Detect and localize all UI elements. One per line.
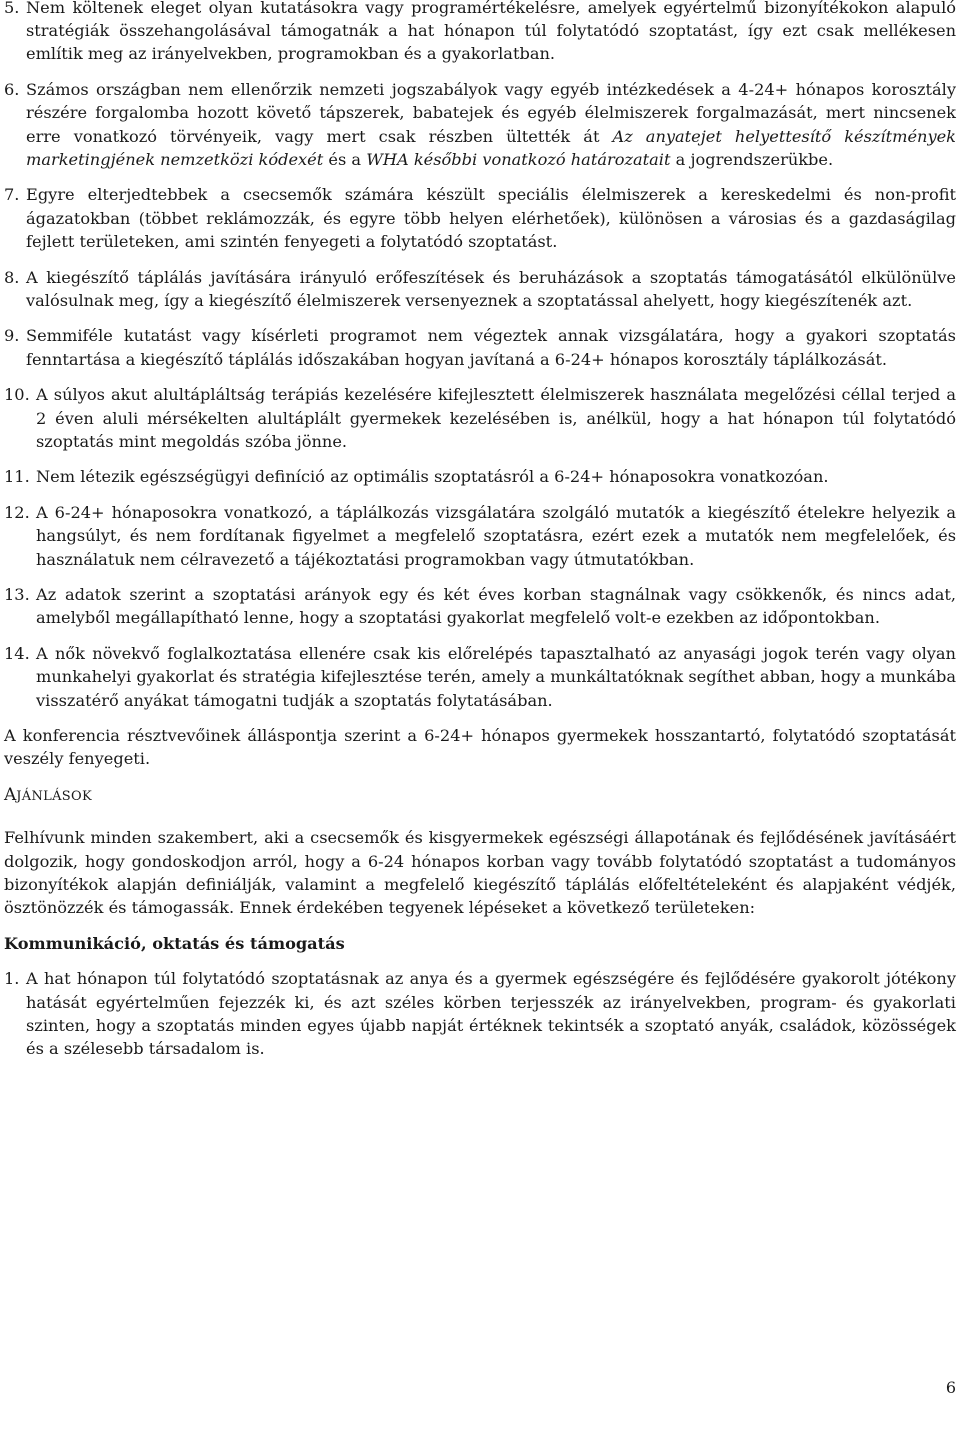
conclusion-paragraph: A konferencia résztvevőinek álláspontja szerint a 6-24+ hónapos gyermekek hosszantartó, folytatódó szoptatását veszély fenyegeti. [4, 726, 956, 769]
list-number: 5. [4, 0, 20, 17]
heading-rest: JÁNLÁSOK [16, 789, 92, 805]
list-text: Az adatok szerint a szoptatási arányok egy és két éves korban stagnálnak vagy csökkenők, és nincs adat, amelyből megállapítható lenne, hogy a szoptatási gyakorlat megfelelő volt-e ezekben az időpontokban. [36, 585, 956, 628]
list-number: 12. [4, 503, 30, 523]
text-segment: Számos országban nem ellenőrzik nemzeti jogszabályok vagy egyéb intézkedések a 4-24+ hónapos korosztály részére forgalomba hozott követő tápszerek, babatejek és egyéb élelmiszerek forgalmazását, mert nincsenek erre vonatkozó törvényeik, vagy mert csak részben ültették át [26, 80, 956, 146]
list-text: A nők növekvő foglalkoztatása ellenére csak kis előrelépés tapasztalható az anyasági jogok terén vagy olyan munkahelyi gyakorlat és stratégia kifejlesztése terén, amely a munkáltatóknak segíthet abban, hogy a munkába visszatérő anyákat támogatni tudják a szoptatás folytatásában. [36, 644, 956, 710]
list-number: 13. [4, 585, 30, 605]
list-item-11 [4, 465, 956, 488]
list-item-6 [4, 78, 956, 171]
section-heading [4, 783, 956, 808]
list-item-5 [4, 0, 956, 66]
list-number: 6. [4, 80, 20, 100]
list-number: 11. [4, 467, 30, 487]
text-segment: a jogrendszerükbe. [670, 149, 834, 169]
text-segment: és a [323, 149, 367, 169]
list-item-12 [4, 501, 956, 571]
list-text: Nem költenek eleget olyan kutatásokra vagy programértékelésre, amelyek egyértelmű bizonyítékokon alapuló stratégiák összehangolásával támogatnák a hat hónapon túl folytatódó szoptatást, így ezt csak mellékesen említik meg az irányelvekben, programokban és a gyakorlatban. [26, 0, 956, 64]
list-text [26, 80, 956, 169]
list-text: Semmiféle kutatást vagy kísérleti programot nem végeztek annak vizsgálatára, hogy a gyakori szoptatás fenntartása a kiegészítő táplálás időszakában hogyan javítaná a 6-24+ hónapos korosztály táplálkozását. [26, 326, 956, 369]
list-text: Egyre elterjedtebbek a csecsemők számára készült speciális élelmiszerek a kereskedelmi és non-profit ágazatokban (többet reklámozzák, és egyre több helyen elérhetőek), különösen a városias és a gazdaságilag fejlett területeken, ami szintén fenyegeti a folytatódó szoptatást. [26, 185, 956, 251]
list-number: 7. [4, 185, 20, 205]
list-item-13 [4, 583, 956, 629]
list-text: A 6-24+ hónaposokra vonatkozó, a táplálkozás vizsgálatára szolgáló mutatók a kiegészítő ételekre helyezik a hangsúlyt, és nem fordítanak figyelmet a megfelelő szoptatásra, ezért ezek a mutatók nem megfelelőek, és használatuk nem célravezető a tájékoztatási programokban vagy útmutatókban. [36, 503, 956, 569]
recommendation-item-1 [4, 967, 956, 1060]
list-item-8 [4, 266, 956, 312]
list-item-10 [4, 383, 956, 453]
list-number: 10. [4, 385, 30, 405]
list-number: 9. [4, 326, 20, 346]
italic-title-code: Az anyatejet helyettesítő készítmények marketingjének nemzetközi kódexét [26, 126, 956, 169]
list-number: 8. [4, 267, 20, 287]
italic-title-wha: WHA későbbi vonatkozó határozatait [366, 149, 671, 169]
list-text: A súlyos akut alultápláltság terápiás kezelésére kifejlesztett élelmiszerek használata megelőzési céllal terjed a 2 éven aluli mérsékelten alultáplált gyermekek kezelésében is, anélkül, hogy a hat hónapon túl folytatódó szoptatás mint megoldás szóba jönne. [36, 385, 956, 451]
list-item-14 [4, 642, 956, 712]
page-number: 6 [945, 1378, 956, 1397]
list-text: A hat hónapon túl folytatódó szoptatásnak az anya és a gyermek egészségére és fejlődésére gyakorolt jótékony hatását egyértelműen fejezzék ki, és azt széles körben terjesszék az irányelvekben, program- és gyakorlati szinten, hogy a szoptatás minden egyes újabb napját értéknek tekintsék a szoptató anyák, családok, közösségek és a szélesebb társadalom is. [26, 969, 956, 1059]
heading-initial: A [4, 785, 17, 806]
list-text: A kiegészítő táplálás javítására irányuló erőfeszítések és beruházások a szoptatás támogatásától elkülönülve valósulnak meg, így a kiegészítő élelmiszerek versenyeznek a szoptatással ahelyett, hogy kiegészítenék azt. [26, 267, 956, 310]
list-text: Nem létezik egészségügyi definíció az optimális szoptatásról a 6-24+ hónaposokra vonatkozóan. [36, 467, 829, 487]
document-page [4, 0, 956, 1073]
list-item-9 [4, 324, 956, 370]
list-number: 14. [4, 644, 30, 664]
list-item-7 [4, 183, 956, 253]
list-number: 1. [4, 969, 20, 989]
intro-paragraph: Felhívunk minden szakembert, aki a csecsemők és kisgyermekek egészségi állapotának és fejlődésének javításáért dolgozik, hogy gondoskodjon arról, hogy a 6-24 hónapos korban vagy tovább folytatódó szoptatást a tudományos bizonyítékok alapján definiálják, valamint a megfelelő kiegészítő táplálás előfeltételeként és alapjaként védjék, ösztönözzék és támogassák. Ennek érdekében tegyenek lépéseket a következő területeken: [4, 828, 956, 917]
subheading: Kommunikáció, oktatás és támogatás [4, 933, 345, 953]
